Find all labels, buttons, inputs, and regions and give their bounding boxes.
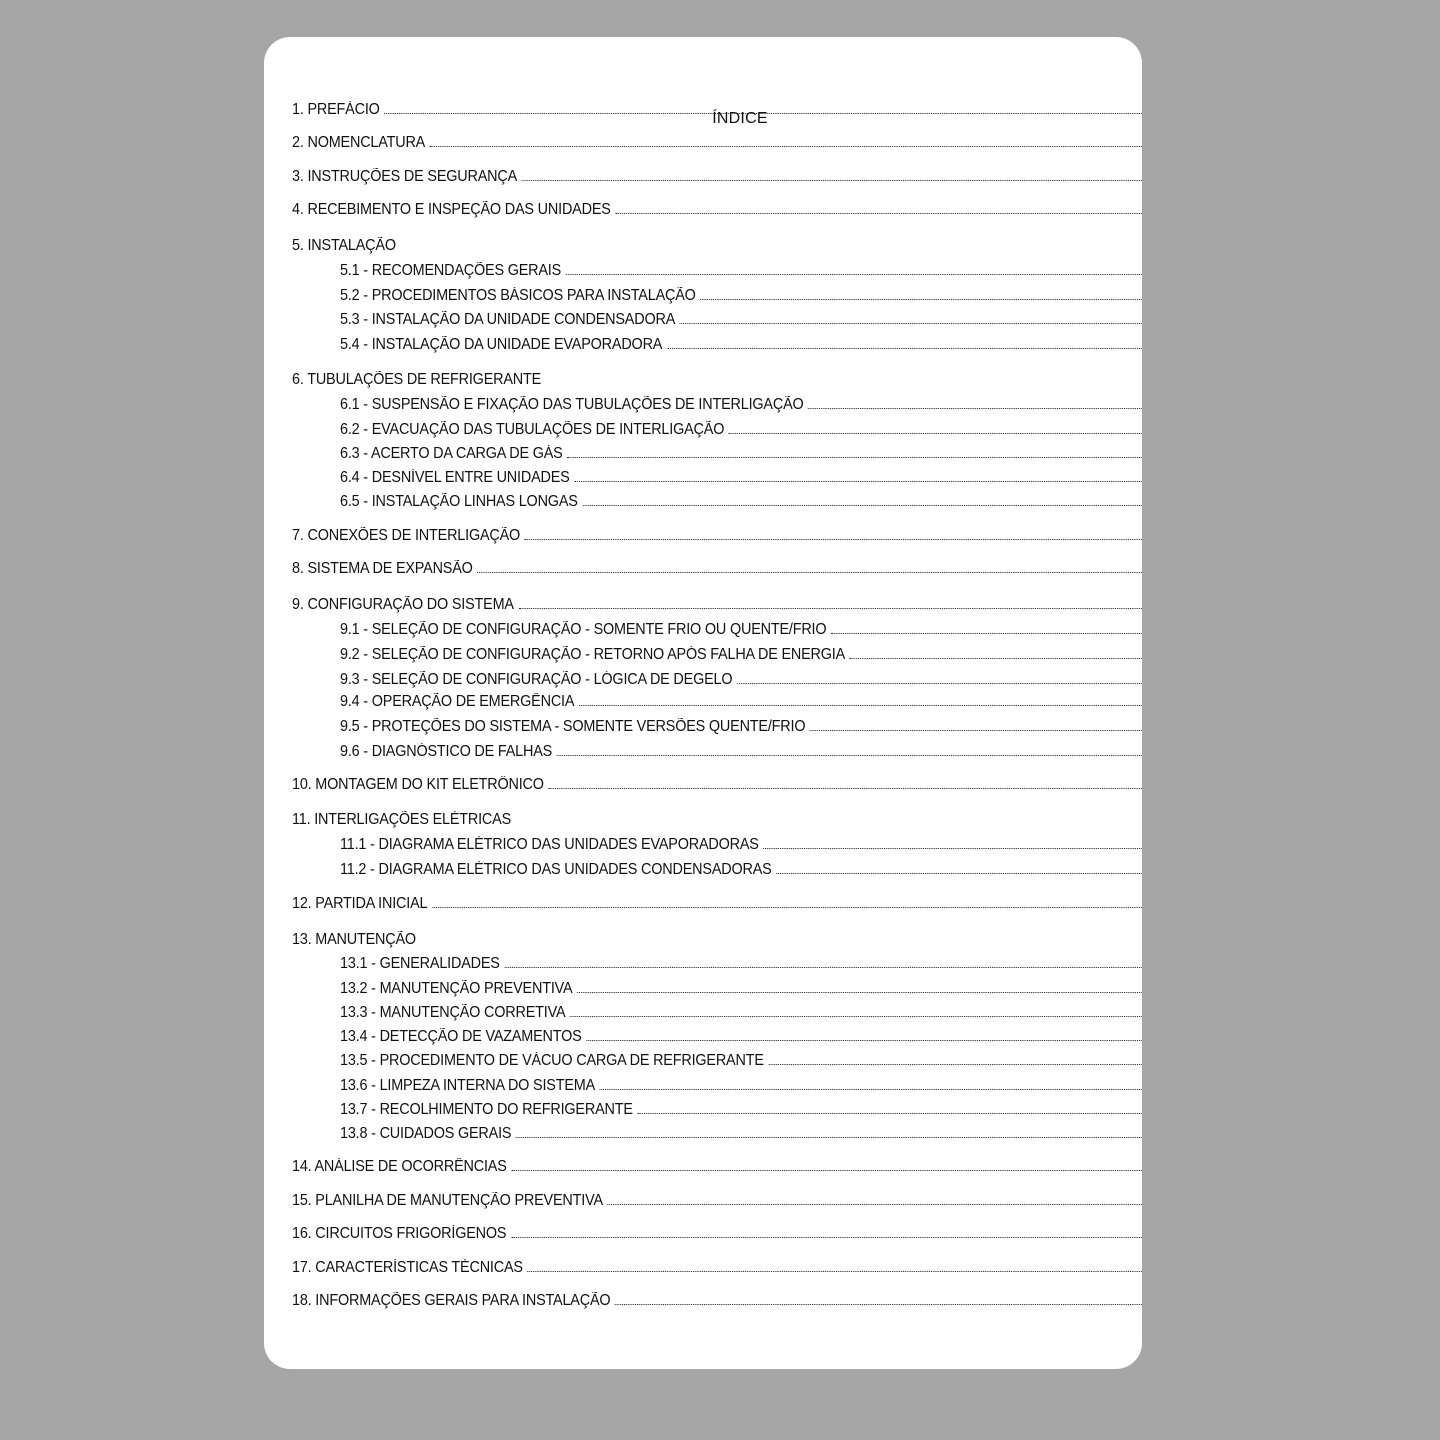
toc-section-entry[interactable] [292, 560, 1142, 578]
toc-entry-label: 3. INSTRUÇÕES DE SEGURANÇA [292, 168, 518, 185]
toc-subsection-entry[interactable] [340, 262, 1142, 280]
dot-leader [522, 180, 1142, 181]
toc-entry-label: 13.7 - RECOLHIMENTO DO REFRIGERANTE [340, 1101, 633, 1118]
toc-subsection-entry[interactable] [340, 336, 1142, 354]
toc-subsection-entry[interactable] [340, 396, 1142, 414]
toc-entry-label: 13.4 - DETECÇÃO DE VAZAMENTOS [340, 1028, 582, 1045]
toc-entry-label: 8. SISTEMA DE EXPANSÃO [292, 560, 473, 577]
dot-leader [850, 658, 1142, 659]
toc-entry-label: 13.8 - CUIDADOS GERAIS [340, 1125, 512, 1142]
toc-entry-label: 13.2 - MANUTENÇÃO PREVENTIVA [340, 980, 573, 997]
toc-entry-label: 5.2 - PROCEDIMENTOS BÁSICOS PARA INSTALAÇÃO [340, 287, 696, 304]
toc-subsection-entry[interactable] [340, 445, 1142, 463]
dot-leader [430, 146, 1142, 147]
toc-section-entry[interactable] [292, 1259, 1142, 1277]
toc-section-entry[interactable] [292, 596, 1142, 614]
toc-section-entry[interactable] [292, 1292, 1142, 1310]
dot-leader [511, 1170, 1142, 1171]
toc-entry-label: 9.6 - DIAGNÓSTICO DE FALHAS [340, 743, 553, 760]
toc-entry-label: 9.2 - SELEÇÃO DE CONFIGURAÇÃO - RETORNO APÓS FALHA DE ENERGIA [340, 646, 846, 663]
dot-leader [808, 408, 1142, 409]
toc-entry-label: 11.2 - DIAGRAMA ELÉTRICO DAS UNIDADES CONDENSADORAS [340, 861, 772, 878]
dot-leader [477, 572, 1142, 573]
toc-entry-label: 5.1 - RECOMENDAÇÕES GERAIS [340, 262, 562, 279]
dot-leader [511, 1237, 1142, 1238]
dot-leader [608, 1204, 1142, 1205]
toc-entry-label: 15. PLANILHA DE MANUTENÇÃO PREVENTIVA [292, 1192, 603, 1209]
toc-subsection-entry[interactable] [340, 671, 1142, 689]
dot-leader [432, 907, 1142, 908]
toc-section-entry[interactable] [292, 134, 1142, 152]
toc-entry-label: 9.5 - PROTEÇÕES DO SISTEMA - SOMENTE VERSÕES QUENTE/FRIO [340, 718, 806, 735]
toc-section-entry[interactable] [292, 371, 1142, 389]
toc-entry-label: 9. CONFIGURAÇÃO DO SISTEMA [292, 596, 514, 613]
dot-leader [527, 1271, 1142, 1272]
toc-section-entry[interactable] [292, 1192, 1142, 1210]
toc-entry-label: 13.6 - LIMPEZA INTERNA DO SISTEMA [340, 1077, 596, 1094]
toc-subsection-entry[interactable] [340, 693, 1142, 711]
toc-subsection-entry[interactable] [340, 980, 1142, 998]
dot-leader [557, 755, 1142, 756]
toc-subsection-entry[interactable] [340, 1052, 1142, 1070]
toc-section-entry[interactable] [292, 237, 1142, 255]
toc-entry-label: 6.4 - DESNÍVEL ENTRE UNIDADES [340, 469, 570, 486]
toc-subsection-entry[interactable] [340, 1101, 1142, 1119]
dot-leader [768, 1064, 1142, 1065]
toc-entry-label: 13. MANUTENÇÃO [292, 931, 416, 948]
toc-section-entry[interactable] [292, 931, 1142, 949]
dot-leader [525, 539, 1142, 540]
toc-subsection-entry[interactable] [340, 646, 1142, 664]
toc-subsection-entry[interactable] [340, 311, 1142, 329]
toc-entry-label: 18. INFORMAÇÕES GERAIS PARA INSTALAÇÃO [292, 1292, 611, 1309]
dot-leader [548, 788, 1142, 789]
dot-leader [737, 683, 1142, 684]
dot-leader [518, 608, 1142, 609]
toc-entry-label: 14. ANÁLISE DE OCORRÊNCIAS [292, 1158, 507, 1175]
dot-leader [615, 213, 1142, 214]
toc-section-entry[interactable] [292, 811, 1142, 829]
toc-section-entry[interactable] [292, 776, 1142, 794]
toc-entry-label: 16. CIRCUITOS FRIGORÍGENOS [292, 1225, 507, 1242]
dot-leader [700, 299, 1142, 300]
toc-entry-label: 6. TUBULAÇÕES DE REFRIGERANTE [292, 371, 542, 388]
document-page [264, 37, 1142, 1369]
dot-leader [504, 967, 1142, 968]
dot-leader [567, 457, 1142, 458]
page-title: ÍNDICE [712, 110, 768, 127]
toc-section-entry[interactable] [292, 201, 1142, 219]
toc-subsection-entry[interactable] [340, 621, 1142, 639]
toc-section-entry[interactable] [292, 168, 1142, 186]
toc-entry-label: 11.1 - DIAGRAMA ELÉTRICO DAS UNIDADES EVAPORADORAS [340, 836, 759, 853]
dot-leader [615, 1304, 1142, 1305]
dot-leader [729, 433, 1142, 434]
toc-entry-label: 6.1 - SUSPENSÃO E FIXAÇÃO DAS TUBULAÇÕES DE INTERLIGAÇÃO [340, 396, 804, 413]
dot-leader [680, 323, 1142, 324]
toc-subsection-entry[interactable] [340, 955, 1142, 973]
toc-entry-label: 9.4 - OPERAÇÃO DE EMERGÊNCIA [340, 693, 575, 710]
toc-entry-label: 4. RECEBIMENTO E INSPEÇÃO DAS UNIDADES [292, 201, 611, 218]
toc-entry-label: 5. INSTALAÇÃO [292, 237, 396, 254]
toc-entry-label: 12. PARTIDA INICIAL [292, 895, 428, 912]
toc-subsection-entry[interactable] [340, 287, 1142, 305]
toc-entry-label: 6.3 - ACERTO DA CARGA DE GÁS [340, 445, 563, 462]
toc-subsection-entry[interactable] [340, 469, 1142, 487]
dot-leader [776, 873, 1142, 874]
toc-entry-label: 13.3 - MANUTENÇÃO CORRETIVA [340, 1004, 566, 1021]
toc-subsection-entry[interactable] [340, 718, 1142, 736]
toc-entry-label: 6.2 - EVACUAÇÃO DAS TUBULAÇÕES DE INTERLIGAÇÃO [340, 421, 725, 438]
toc-entry-label: 5.3 - INSTALAÇÃO DA UNIDADE CONDENSADORA [340, 311, 676, 328]
dot-leader [637, 1113, 1142, 1114]
toc-section-entry[interactable] [292, 101, 1142, 119]
toc-subsection-entry[interactable] [340, 1077, 1142, 1095]
toc-subsection-entry[interactable] [340, 421, 1142, 439]
dot-leader [516, 1137, 1142, 1138]
toc-section-entry[interactable] [292, 1158, 1142, 1176]
toc-entry-label: 10. MONTAGEM DO KIT ELETRÔNICO [292, 776, 544, 793]
toc-subsection-entry[interactable] [340, 743, 1142, 761]
dot-leader [667, 348, 1142, 349]
toc-subsection-entry[interactable] [340, 1028, 1142, 1046]
toc-section-entry[interactable] [292, 1225, 1142, 1243]
toc-entry-label: 13.1 - GENERALIDADES [340, 955, 500, 972]
toc-entry-label: 5.4 - INSTALAÇÃO DA UNIDADE EVAPORADORA [340, 336, 663, 353]
toc-entry-label: 9.3 - SELEÇÃO DE CONFIGURAÇÃO - LÓGICA DE DEGELO [340, 671, 733, 688]
toc-entry-label: 6.5 - INSTALAÇÃO LINHAS LONGAS [340, 493, 578, 510]
dot-leader [810, 730, 1142, 731]
dot-leader [586, 1040, 1142, 1041]
toc-subsection-entry[interactable] [340, 1125, 1142, 1143]
dot-leader [570, 1016, 1142, 1017]
toc-entry-label: 7. CONEXÕES DE INTERLIGAÇÃO [292, 527, 521, 544]
toc-entry-label: 17. CARACTERÍSTICAS TÉCNICAS [292, 1259, 523, 1276]
toc-entry-label: 9.1 - SELEÇÃO DE CONFIGURAÇÃO - SOMENTE FRIO OU QUENTE/FRIO [340, 621, 827, 638]
toc-subsection-entry[interactable] [340, 493, 1142, 511]
dot-leader [831, 633, 1142, 634]
toc-subsection-entry[interactable] [340, 1004, 1142, 1022]
toc-entry-label: 2. NOMENCLATURA [292, 134, 426, 151]
toc-subsection-entry[interactable] [340, 861, 1142, 879]
toc-subsection-entry[interactable] [340, 836, 1142, 854]
dot-leader [577, 992, 1142, 993]
dot-leader [579, 705, 1142, 706]
toc-section-entry[interactable] [292, 895, 1142, 913]
toc-entry-label: 11. INTERLIGAÇÕES ELÉTRICAS [292, 811, 512, 828]
dot-leader [763, 848, 1142, 849]
dot-leader [566, 274, 1142, 275]
dot-leader [574, 481, 1142, 482]
toc-entry-label: 1. PREFÁCIO [292, 101, 380, 118]
dot-leader [384, 113, 1142, 114]
dot-leader [600, 1089, 1142, 1090]
toc-entry-label: 13.5 - PROCEDIMENTO DE VÁCUO CARGA DE REFRIGERANTE [340, 1052, 764, 1069]
dot-leader [582, 505, 1142, 506]
toc-section-entry[interactable] [292, 527, 1142, 545]
